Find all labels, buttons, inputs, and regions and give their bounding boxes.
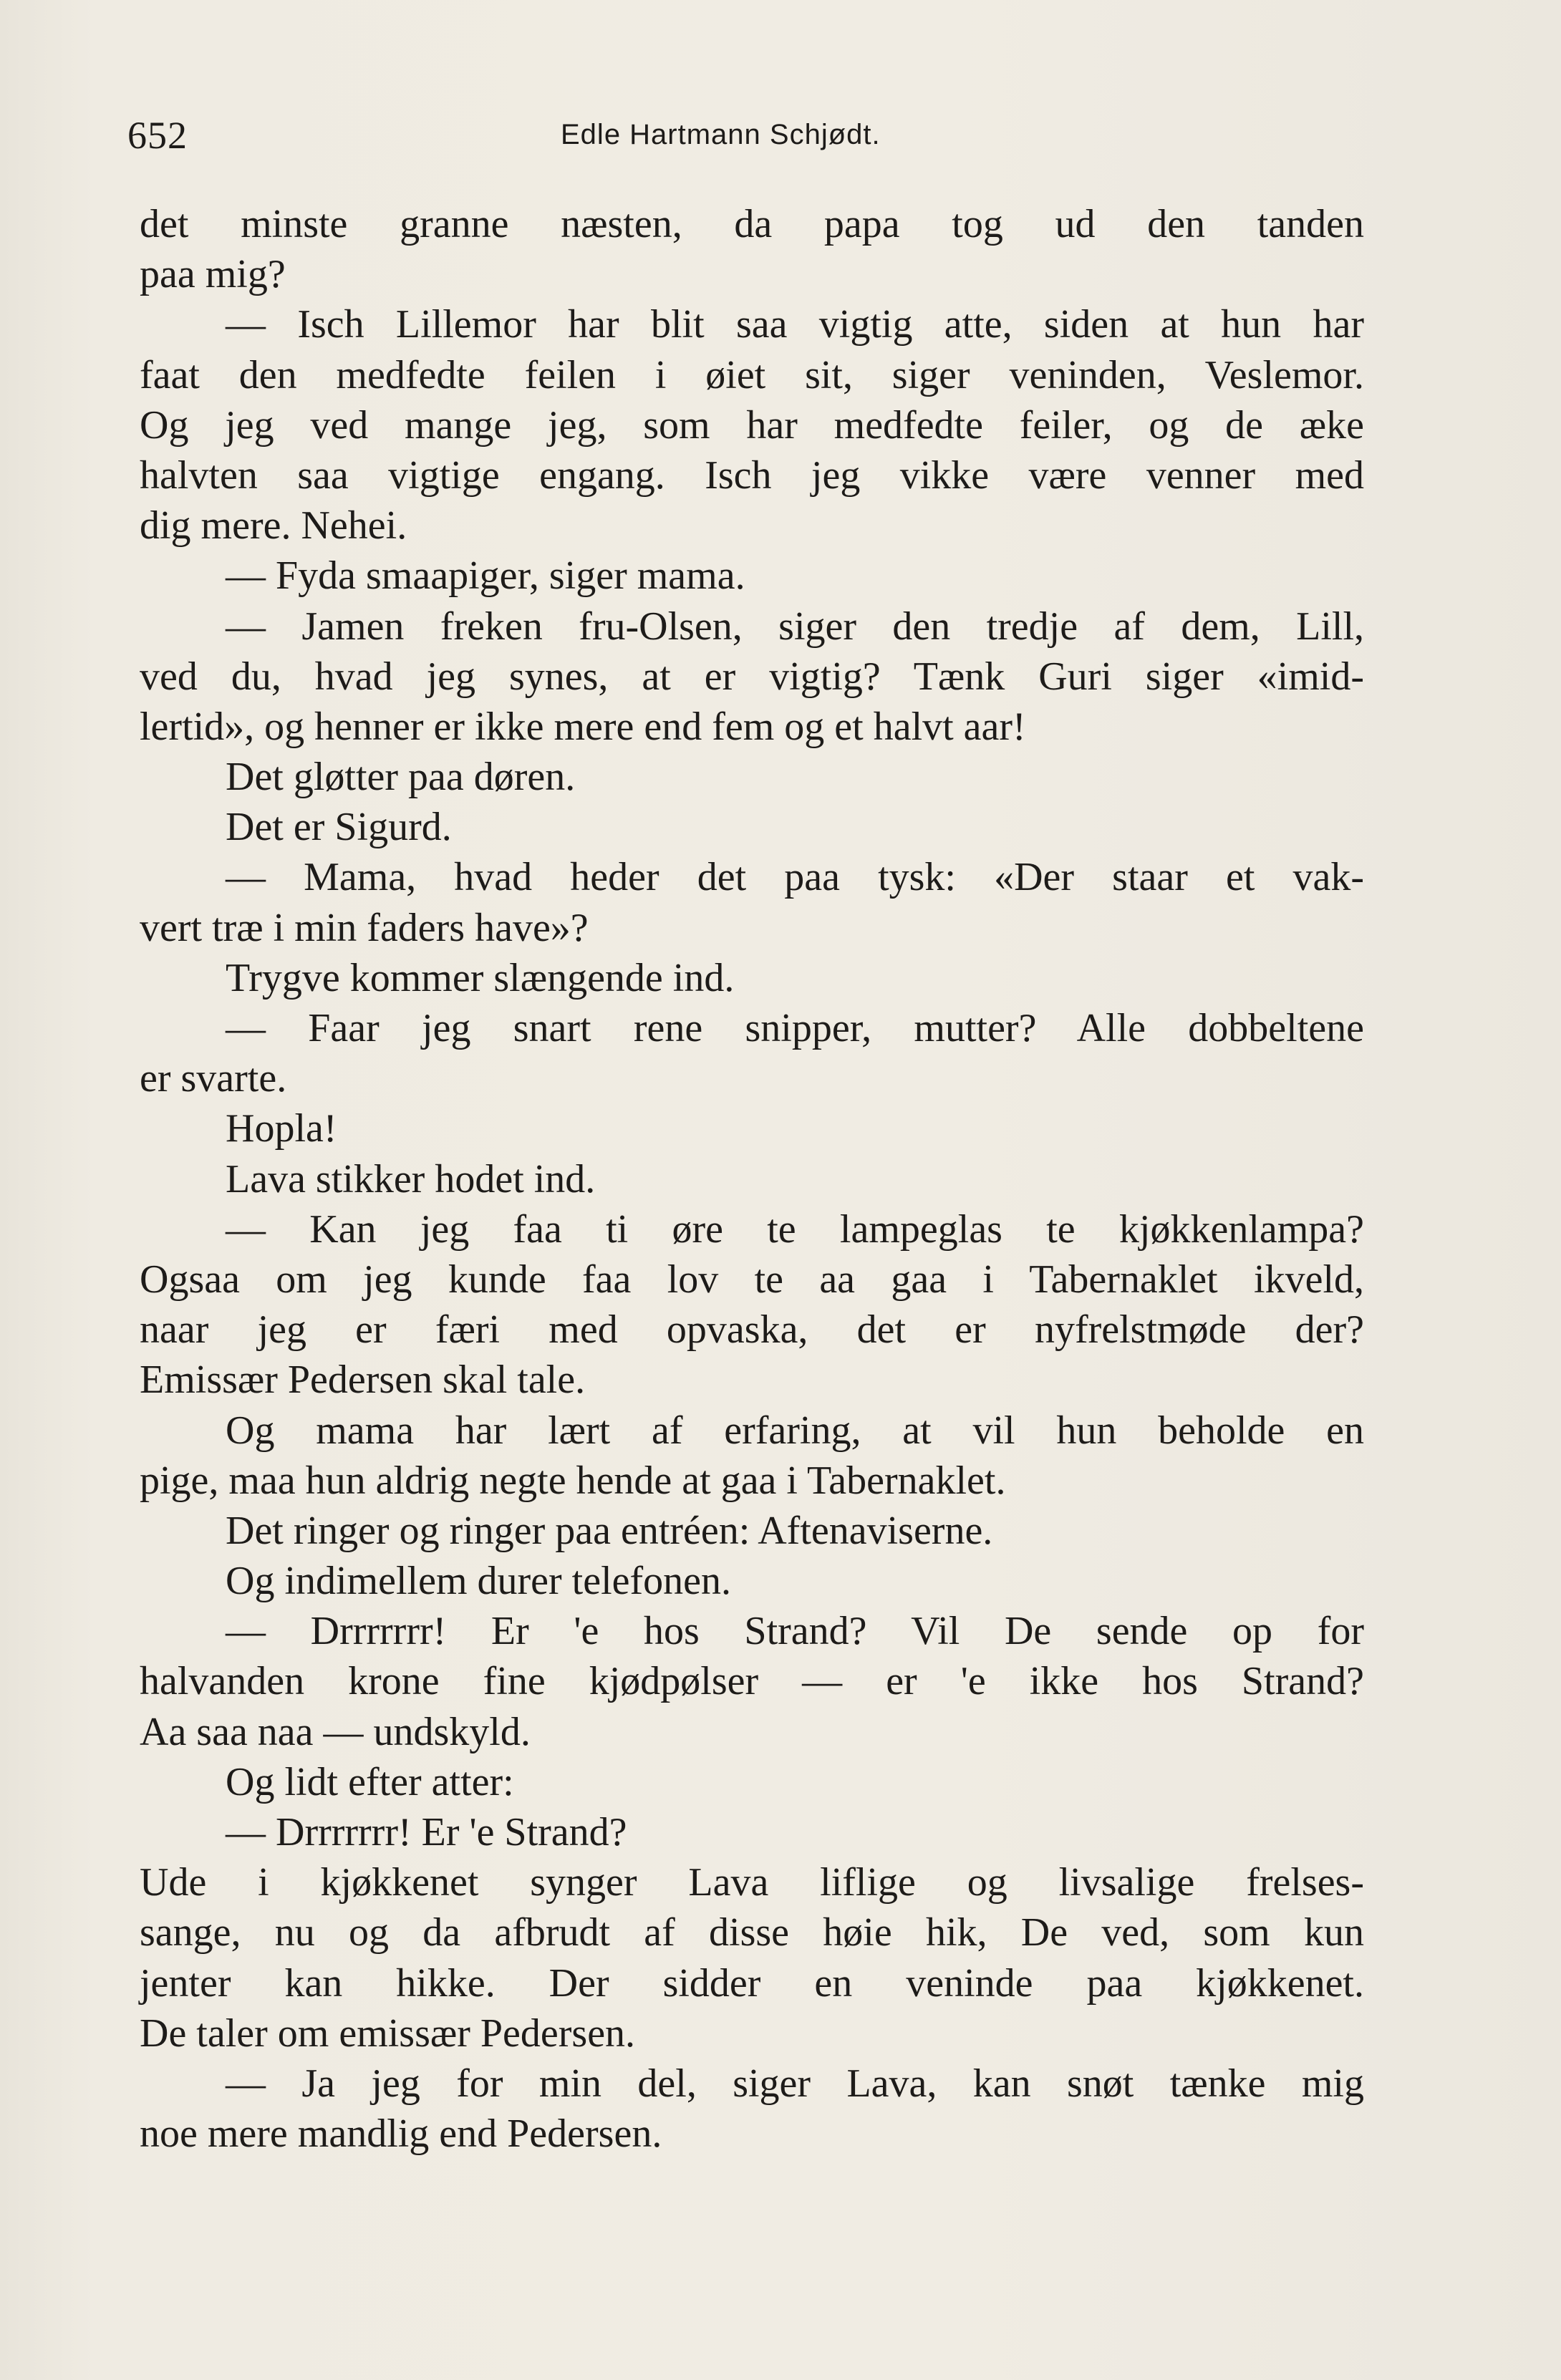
text-line: — Fyda smaapiger, siger mama. (226, 553, 745, 599)
text-line: halvanden krone fine kjødpølser — er 'e ikke hos Strand? (140, 1659, 1364, 1704)
text-line: — Jamen freken fru-Olsen, siger den tredje af dem, Lill, (226, 604, 1364, 649)
body-text (140, 199, 1364, 2159)
text-line: Aa saa naa — undskyld. (140, 1709, 531, 1754)
text-line: lertid», og henner er ikke mere end fem og et halvt aar! (140, 704, 1026, 749)
text-line: faat den medfedte feilen i øiet sit, siger veninden, Veslemor. (140, 352, 1364, 397)
text-line: Og indimellem durer telefonen. (226, 1559, 731, 1604)
text-line: Ude i kjøkkenet synger Lava liflige og livsalige frelses- (140, 1860, 1364, 1905)
text-line: Det ringer og ringer paa entréen: Aftenaviserne. (226, 1508, 993, 1553)
text-line: Lava stikker hodet ind. (226, 1156, 596, 1201)
text-line: Ogsaa om jeg kunde faa lov te aa gaa i Tabernaklet ikveld, (140, 1257, 1364, 1302)
text-line: dig mere. Nehei. (140, 503, 407, 548)
text-line: paa mig? (140, 252, 286, 297)
text-line: jenter kan hikke. Der sidder en veninde paa kjøkkenet. (140, 1960, 1364, 2006)
text-line: er svarte. (140, 1056, 287, 1101)
text-line: — Ja jeg for min del, siger Lava, kan snøt tænke mig (226, 2061, 1364, 2106)
text-line: Hopla! (226, 1106, 337, 1151)
text-line: ved du, hvad jeg synes, at er vigtig? Tænk Guri siger «imid- (140, 654, 1364, 699)
text-line: Emissær Pedersen skal tale. (140, 1358, 586, 1403)
page-header (127, 113, 1373, 163)
text-line: — Drrrrrrr! Er 'e Strand? (226, 1810, 627, 1854)
text-line: — Kan jeg faa ti øre te lampeglas te kjøkkenlampa? (226, 1206, 1364, 1252)
text-line: De taler om emissær Pedersen. (140, 2011, 636, 2056)
text-line: — Isch Lillemor har blit saa vigtig atte, siden at hun har (226, 302, 1364, 347)
page-number: 652 (127, 114, 188, 157)
running-head: Edle Hartmann Schjødt. (561, 119, 881, 150)
text-line: vert træ i min faders have»? (140, 905, 589, 950)
text-line: Og jeg ved mange jeg, som har medfedte feiler, og de æke (140, 402, 1364, 448)
text-line: naar jeg er færi med opvaska, det er nyfrelstmøde der? (140, 1307, 1364, 1353)
text-line: Og mama har lært af erfaring, at vil hun beholde en (226, 1408, 1364, 1453)
text-line: pige, maa hun aldrig negte hende at gaa i Tabernaklet. (140, 1458, 1006, 1503)
text-line: — Drrrrrrr! Er 'e hos Strand? Vil De sende op for (226, 1609, 1364, 1654)
text-line: Det gløtter paa døren. (226, 755, 576, 800)
text-line: det minste granne næsten, da papa tog ud den tanden (140, 202, 1364, 246)
text-line: Trygve kommer slængende ind. (226, 955, 735, 1000)
text-line: sange, nu og da afbrudt af disse høie hik, De ved, som kun (140, 1910, 1364, 1955)
text-line: — Mama, hvad heder det paa tysk: «Der staar et vak- (226, 855, 1364, 900)
text-line: — Faar jeg snart rene snipper, mutter? Alle dobbeltene (226, 1006, 1364, 1050)
text-line: Det er Sigurd. (226, 805, 452, 850)
text-line: noe mere mandlig end Pedersen. (140, 2111, 662, 2157)
text-line: Og lidt efter atter: (226, 1759, 514, 1804)
text-line: halvten saa vigtige engang. Isch jeg vikke være venner med (140, 453, 1364, 498)
